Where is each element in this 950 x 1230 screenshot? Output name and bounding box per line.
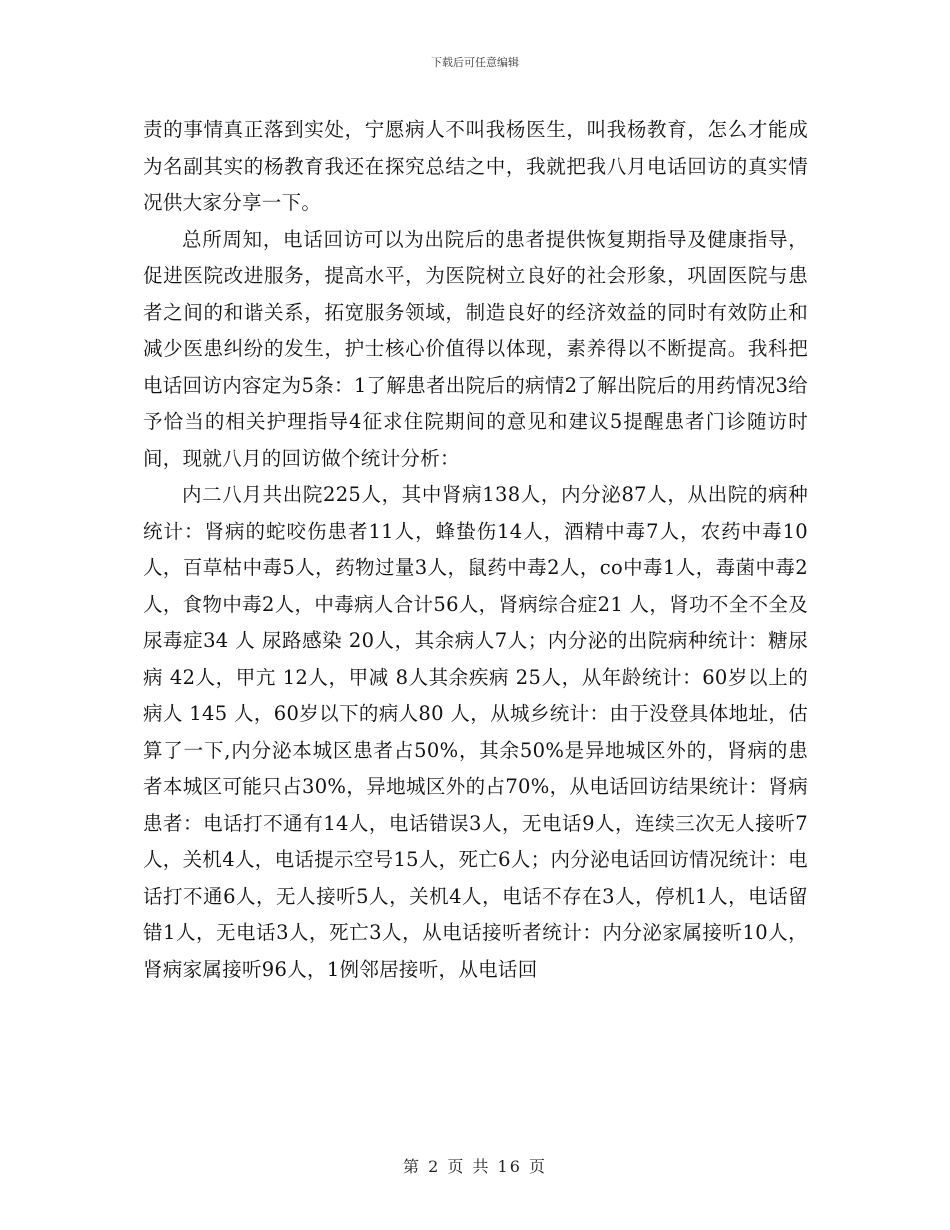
page-footer: 第 2 页 共 16 页 [403, 1157, 547, 1176]
paragraph-1: 责的事情真正落到实处，宁愿病人不叫我杨医生，叫我杨教育，怎么才能成为名副其实的杨教育我还在探究总结之中，我就把我八月电话回访的真实情况供大家分享一下。 [143, 118, 808, 214]
page-header: 下载后可任意编辑 [431, 56, 519, 69]
document-body [143, 112, 808, 988]
paragraph-3: 内二八月共出院225人，其中肾病138人，内分泌87人，从出院的病种统计：肾病的蛇咬伤患者11人，蜂蛰伤14人，酒精中毒7人，农药中毒10人，百草枯中毒5人，药物过量3人，鼠药中毒2人，co中毒1人，毒菌中毒2人，食物中毒2人，中毒病人合计56人，肾病综合症21 人，肾功不全不全及尿毒症34 人 尿路感染 20人，其余病人7人；内分泌的出院病种统计：糖尿病 42人，甲亢 12人，甲减 8人其余疾病 25人，从年龄统计：60岁以上的病人 145 人，60岁以下的病人80 人，从城乡统计：由于没登具体地址，估算了一下,内分泌本城区患者占50%，其余50%是异地城区外的，肾病的患者本城区可能只占30%，异地城区外的占70%，从电话回访结果统计：肾病患者：电话打不通有14人，电话错误3人，无电话9人，连续三次无人接听7人，关机4人，电话提示空号15人，死亡6人；内分泌电话回访情况统计：电话打不通6人，无人接听5人，关机4人，电话不存在3人，停机1人，电话留错1人，无电话3人，死亡3人，从电话接听者统计：内分泌家属接听10人，肾病家属接听96人，1例邻居接听，从电话回 [143, 483, 808, 981]
paragraph-2: 总所周知，电话回访可以为出院后的患者提供恢复期指导及健康指导，促进医院改进服务，提高水平，为医院树立良好的社会形象，巩固医院与患者之间的和谐关系，拓宽服务领域，制造良好的经济效益的同时有效防止和减少医患纠纷的发生，护士核心价值得以体现，素养得以不断提高。我科把电话回访内容定为5条：1了解患者出院后的病情2了解出院后的用药情况3给予恰当的相关护理指导4征求住院期间的意见和建议5提醒患者门诊随访时间，现就八月的回访做个统计分析： [143, 227, 808, 470]
